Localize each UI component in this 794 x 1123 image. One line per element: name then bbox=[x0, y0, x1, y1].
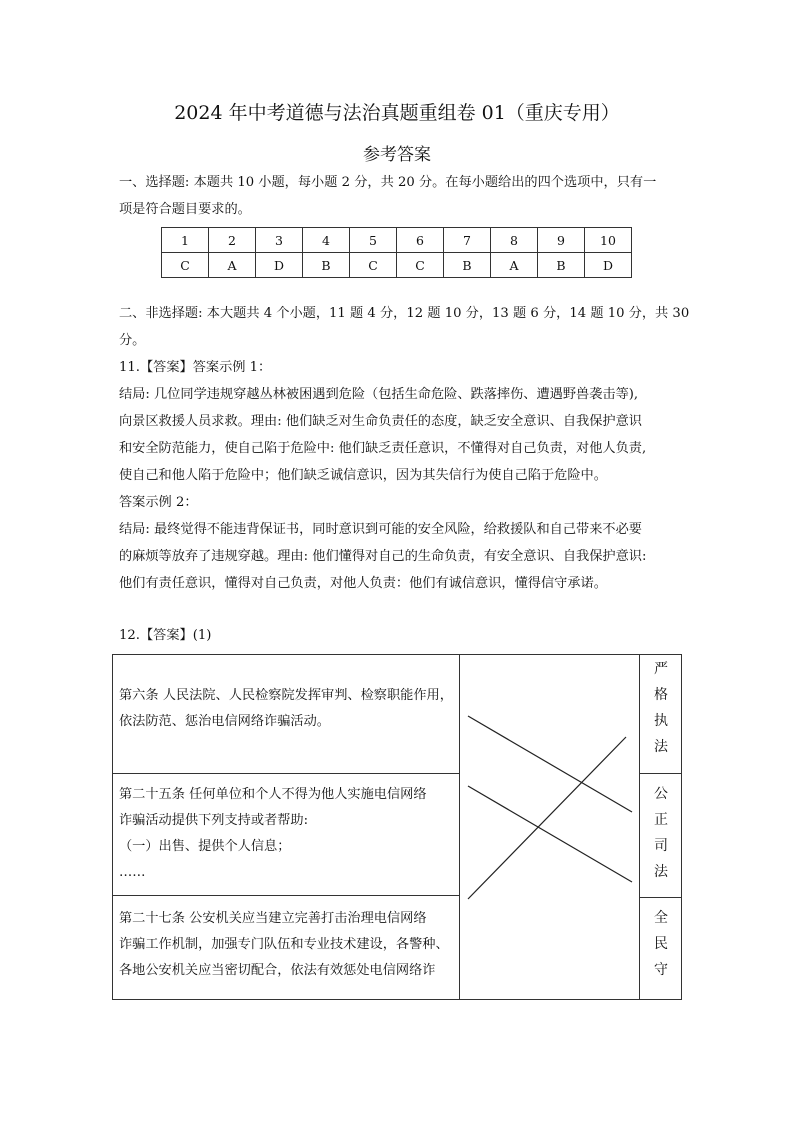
question-number: 8 bbox=[491, 228, 538, 253]
row-divider bbox=[112, 895, 460, 896]
page-subtitle: 参考答案 bbox=[363, 145, 431, 165]
match-line bbox=[468, 786, 632, 882]
q11-example2-line: 结局: 最终觉得不能违背保证书，同时意识到可能的安全风险，给救援队和自己带来不必要 bbox=[119, 522, 642, 537]
part1-instruction-line1: 一、选择题: 本题共 10 小题，每小题 2 分，共 20 分。在每小题给出的四个选项中，只有一 bbox=[119, 175, 657, 190]
match-line bbox=[468, 716, 632, 812]
answer-letter: B bbox=[303, 253, 350, 278]
principle-char: 法 bbox=[654, 739, 668, 755]
q11-example2-heading: 答案示例 2： bbox=[119, 495, 198, 510]
law-article-27 bbox=[113, 906, 459, 984]
answer-table bbox=[161, 227, 632, 278]
principle-char: 公 bbox=[654, 786, 668, 802]
answer-letter: A bbox=[491, 253, 538, 278]
principle-universal-compliance bbox=[640, 905, 682, 983]
law-article-27-line: 第二十七条 公安机关应当建立完善打击治理电信网络 bbox=[119, 911, 427, 926]
q11-example1-line: 和安全防范能力，使自己陷于危险中: 他们缺乏责任意识，不懂得对自己负责，对他人负责, bbox=[119, 441, 647, 456]
principle-char: 严 bbox=[654, 661, 668, 677]
law-article-25-line: 诈骗活动提供下列支持或者帮助: bbox=[119, 813, 309, 828]
principle-strict-enforcement bbox=[640, 656, 682, 760]
law-article-25-line: 第二十五条 任何单位和个人不得为他人实施电信网络 bbox=[119, 787, 427, 802]
law-article-25 bbox=[113, 782, 459, 886]
question-number: 2 bbox=[209, 228, 256, 253]
answer-letter: D bbox=[256, 253, 303, 278]
answer-letter: C bbox=[350, 253, 397, 278]
answer-table-answer-row bbox=[162, 253, 632, 278]
q11-example1-line: 结局: 几位同学违规穿越丛林被困遇到危险（包括生命危险、跌落摔伤、遭遇野兽袭击等), bbox=[119, 387, 639, 402]
question-number: 3 bbox=[256, 228, 303, 253]
q11-example1-line: 使自己和他人陷于危险中；他们缺乏诚信意识，因为其失信行为使自己陷于危险中。 bbox=[119, 468, 607, 483]
part1-instruction-line2: 项是符合题目要求的。 bbox=[119, 202, 251, 217]
q11-example2-line: 他们有责任意识，懂得对自己负责，对他人负责：他们有诚信意识，懂得信守承诺。 bbox=[119, 576, 607, 591]
row-divider bbox=[639, 773, 682, 774]
question-number: 10 bbox=[585, 228, 632, 253]
part2-instruction-line2: 分。 bbox=[119, 333, 146, 348]
principle-char: 司 bbox=[654, 838, 668, 854]
row-divider bbox=[112, 773, 460, 774]
principle-char: 格 bbox=[654, 687, 668, 703]
law-article-25-line: …… bbox=[119, 865, 146, 880]
answer-letter: D bbox=[585, 253, 632, 278]
q11-heading: 11.【答案】答案示例 1： bbox=[119, 360, 272, 375]
part2-instruction-line1: 二、非选择题: 本大题共 4 个小题，11 题 4 分，12 题 10 分，13 题 6 分，14 题 10 分，共 30 bbox=[119, 306, 690, 321]
question-number: 4 bbox=[303, 228, 350, 253]
question-number: 1 bbox=[162, 228, 209, 253]
principle-fair-justice bbox=[640, 781, 682, 885]
question-number: 7 bbox=[444, 228, 491, 253]
principle-char: 民 bbox=[654, 936, 668, 952]
answer-letter: C bbox=[162, 253, 209, 278]
law-article-6: 第六条 人民法院、人民检察院发挥审判、检察职能作用，依法防范、惩治电信网络诈骗活动。 bbox=[119, 688, 453, 729]
answer-letter: C bbox=[397, 253, 444, 278]
matching-lines bbox=[460, 655, 639, 999]
row-divider bbox=[639, 897, 682, 898]
question-number: 9 bbox=[538, 228, 585, 253]
answer-letter: B bbox=[538, 253, 585, 278]
question-number: 6 bbox=[397, 228, 444, 253]
law-article-25-line: （一）出售、提供个人信息； bbox=[119, 839, 291, 854]
law-article-27-line: 诈骗工作机制，加强专门队伍和专业技术建设，各警种、 bbox=[119, 937, 449, 952]
answer-letter: B bbox=[444, 253, 491, 278]
principle-char: 守 bbox=[654, 962, 668, 978]
answer-letter: A bbox=[209, 253, 256, 278]
q12-heading: 12.【答案】(1) bbox=[119, 628, 212, 643]
question-number: 5 bbox=[350, 228, 397, 253]
principle-char: 执 bbox=[654, 713, 668, 729]
principle-char: 正 bbox=[654, 812, 668, 828]
answer-table-number-row bbox=[162, 228, 632, 253]
match-line bbox=[468, 737, 626, 899]
principle-char: 全 bbox=[654, 910, 668, 926]
q11-example1-line: 向景区救援人员求救。理由: 他们缺乏对生命负责任的态度，缺乏安全意识、自我保护意识 bbox=[119, 414, 642, 429]
page-title: 2024 年中考道德与法治真题重组卷 01（重庆专用） bbox=[174, 102, 620, 124]
law-article-27-line: 各地公安机关应当密切配合，依法有效惩处电信网络诈 bbox=[119, 963, 436, 978]
q11-example2-line: 的麻烦等放弃了违规穿越。理由: 他们懂得对自己的生命负责，有安全意识、自我保护意识: bbox=[119, 549, 647, 564]
principle-char: 法 bbox=[654, 864, 668, 880]
